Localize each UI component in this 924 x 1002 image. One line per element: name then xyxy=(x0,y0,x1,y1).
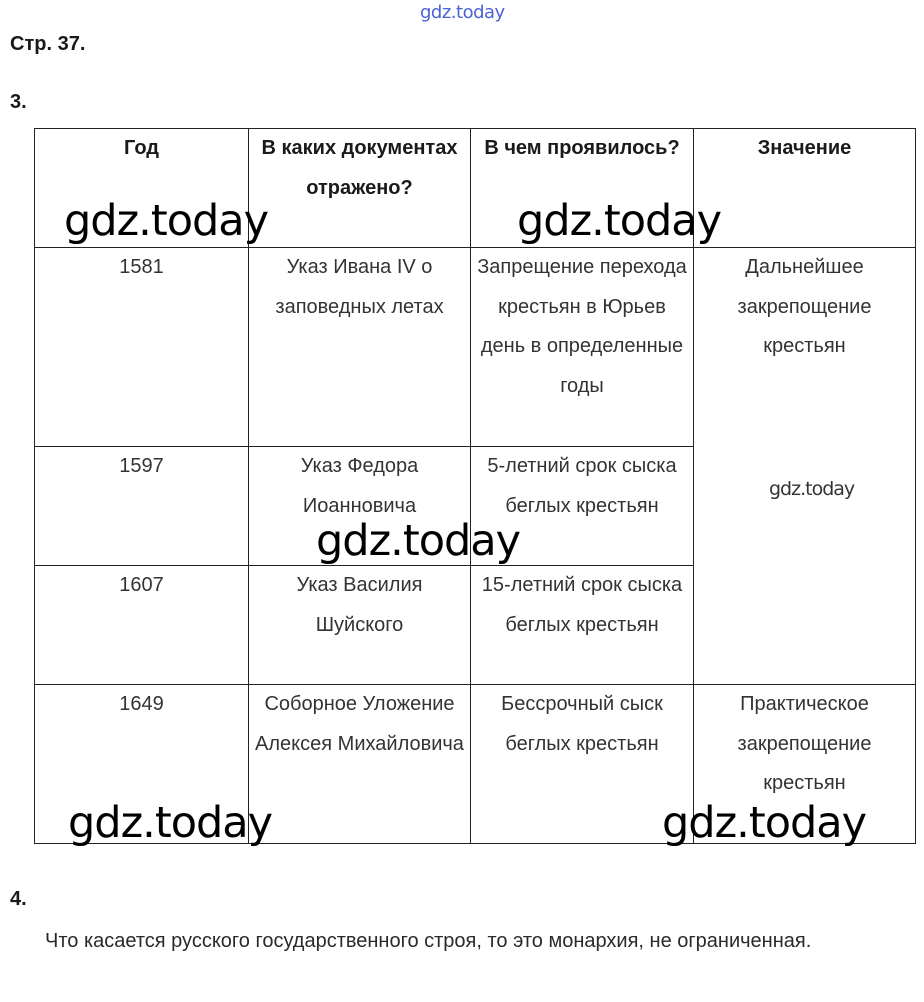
watermark: gdz.today xyxy=(64,196,269,246)
top-watermark: gdz.today xyxy=(420,2,505,23)
header-significance: Значение xyxy=(694,129,916,248)
cell-document: Указ Василия Шуйского xyxy=(249,566,471,685)
cell-significance: Дальнейшее закрепощение крестьян xyxy=(694,248,916,685)
task-3-number: 3. xyxy=(10,91,27,113)
history-table xyxy=(34,128,916,848)
table-row xyxy=(35,248,916,447)
cell-significance: Практическое закрепощение крестьян xyxy=(694,685,916,844)
watermark: gdz.today xyxy=(769,478,855,500)
cell-document: Указ Федора Иоанновича xyxy=(249,447,471,566)
header-manifestation: В чем проявилось? xyxy=(471,129,694,248)
watermark: gdz.today xyxy=(517,196,722,246)
cell-document: Указ Ивана IV о заповедных летах xyxy=(249,248,471,447)
task-4-number: 4. xyxy=(10,888,27,910)
cell-manifestation: 5-летний срок сыска беглых крестьян xyxy=(471,447,694,566)
header-year: Год xyxy=(35,129,249,248)
cell-year: 1597 xyxy=(35,447,249,566)
table-row xyxy=(35,685,916,844)
cell-year: 1581 xyxy=(35,248,249,447)
header-documents: В каких документах отражено? xyxy=(249,129,471,248)
cell-year: 1649 xyxy=(35,685,249,844)
cell-manifestation: Запрещение перехода крестьян в Юрьев день в определенные годы xyxy=(471,248,694,447)
table-header-row xyxy=(35,129,916,248)
cell-manifestation: Бессрочный сыск беглых крестьян xyxy=(471,685,694,844)
watermark: gdz.today xyxy=(68,798,273,848)
cell-manifestation: 15-летний срок сыска беглых крестьян xyxy=(471,566,694,685)
cell-document: Соборное Уложение Алексея Михайловича xyxy=(249,685,471,844)
watermark: gdz.today xyxy=(316,516,521,566)
cell-year: 1607 xyxy=(35,566,249,685)
watermark: gdz.today xyxy=(662,798,867,848)
page-label: Стр. 37. xyxy=(10,33,86,55)
task-4-answer: Что касается русского государственного строя, то это монархия, не ограниченная. xyxy=(45,930,812,952)
